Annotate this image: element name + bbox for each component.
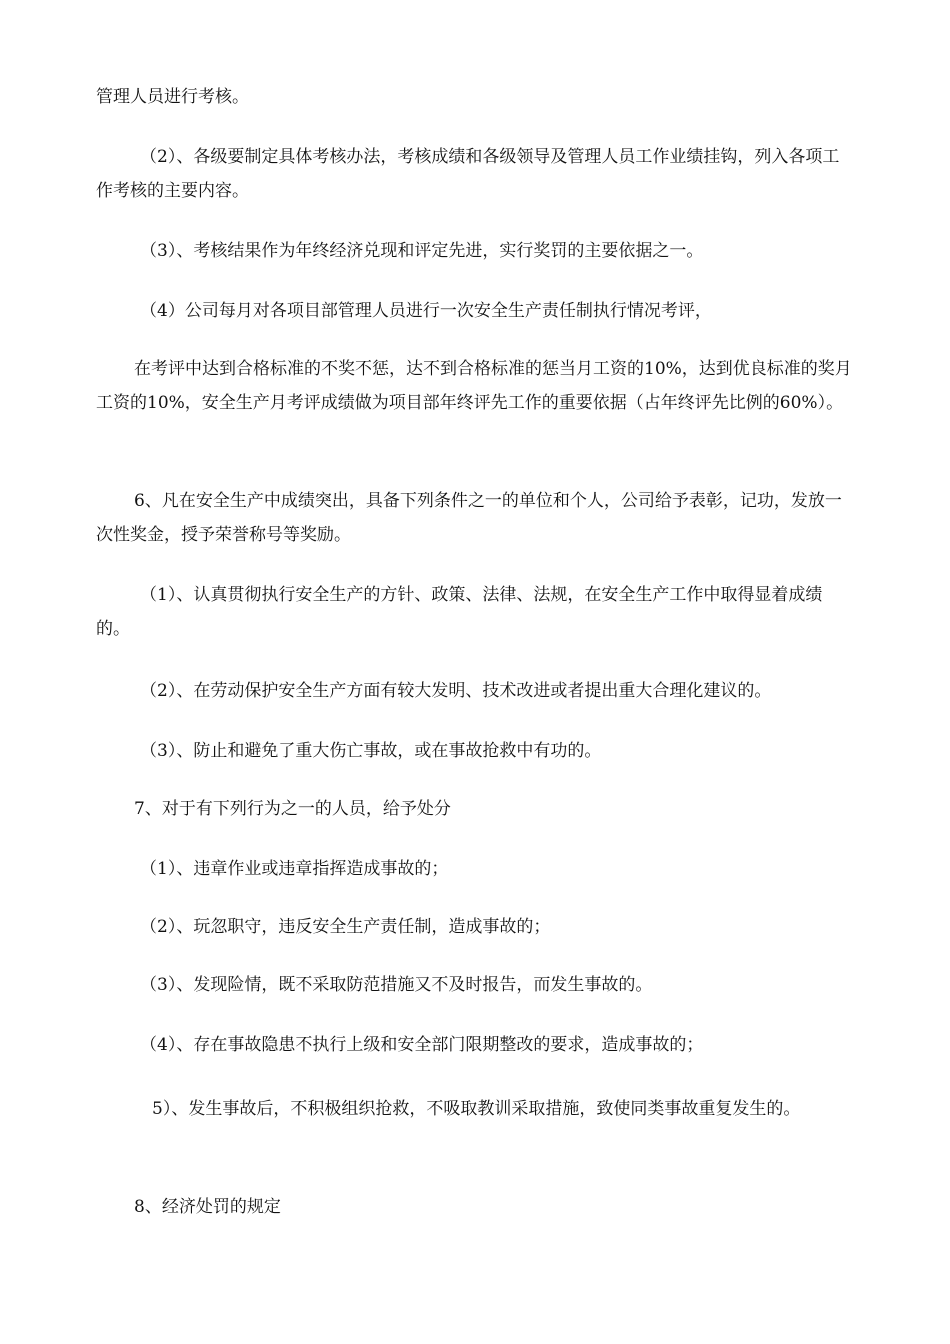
paragraph-14: （4）、存在事故隐患不执行上级和安全部门限期整改的要求，造成事故的； — [140, 1035, 704, 1055]
paragraph-1: 管理人员进行考核。 — [96, 87, 249, 107]
paragraph-11: （1）、违章作业或违章指挥造成事故的； — [140, 859, 449, 879]
paragraph-13: （3）、发现险情，既不采取防范措施又不及时报告，而发生事故的。 — [140, 975, 653, 995]
paragraph-7: （1）、认真贯彻执行安全生产的方针、政策、法律、法规，在安全生产工作中取得显着成绩的。 — [96, 585, 823, 639]
paragraph-9: （3）、防止和避免了重大伤亡事故，或在事故抢救中有功的。 — [140, 741, 602, 761]
paragraph-15: 5）、发生事故后，不积极组织抢救，不吸取教训采取措施，致使同类事故重复发生的。 — [152, 1099, 801, 1119]
paragraph-8: （2）、在劳动保护安全生产方面有较大发明、技术改进或者提出重大合理化建议的。 — [140, 681, 772, 701]
paragraph-16: 8、经济处罚的规定 — [134, 1197, 281, 1217]
paragraph-5: 在考评中达到合格标准的不奖不惩，达不到合格标准的惩当月工资的10%，达到优良标准的奖月工资的10%，安全生产月考评成绩做为项目部年终评先工作的重要依据（占年终评先比例的60%）。 — [96, 359, 852, 413]
paragraph-4: （4）公司每月对各项目部管理人员进行一次安全生产责任制执行情况考评， — [140, 301, 712, 321]
paragraph-6: 6、凡在安全生产中成绩突出，具备下列条件之一的单位和个人，公司给予表彰，记功，发放一次性奖金，授予荣誉称号等奖励。 — [96, 491, 842, 545]
paragraph-10: 7、对于有下列行为之一的人员，给予处分 — [134, 799, 451, 819]
paragraph-3: （3）、考核结果作为年终经济兑现和评定先进，实行奖罚的主要依据之一。 — [140, 241, 704, 261]
paragraph-12: （2）、玩忽职守，违反安全生产责任制，造成事故的； — [140, 917, 551, 937]
paragraph-2: （2）、各级要制定具体考核办法，考核成绩和各级领导及管理人员工作业绩挂钩，列入各项工作考核的主要内容。 — [96, 147, 840, 201]
